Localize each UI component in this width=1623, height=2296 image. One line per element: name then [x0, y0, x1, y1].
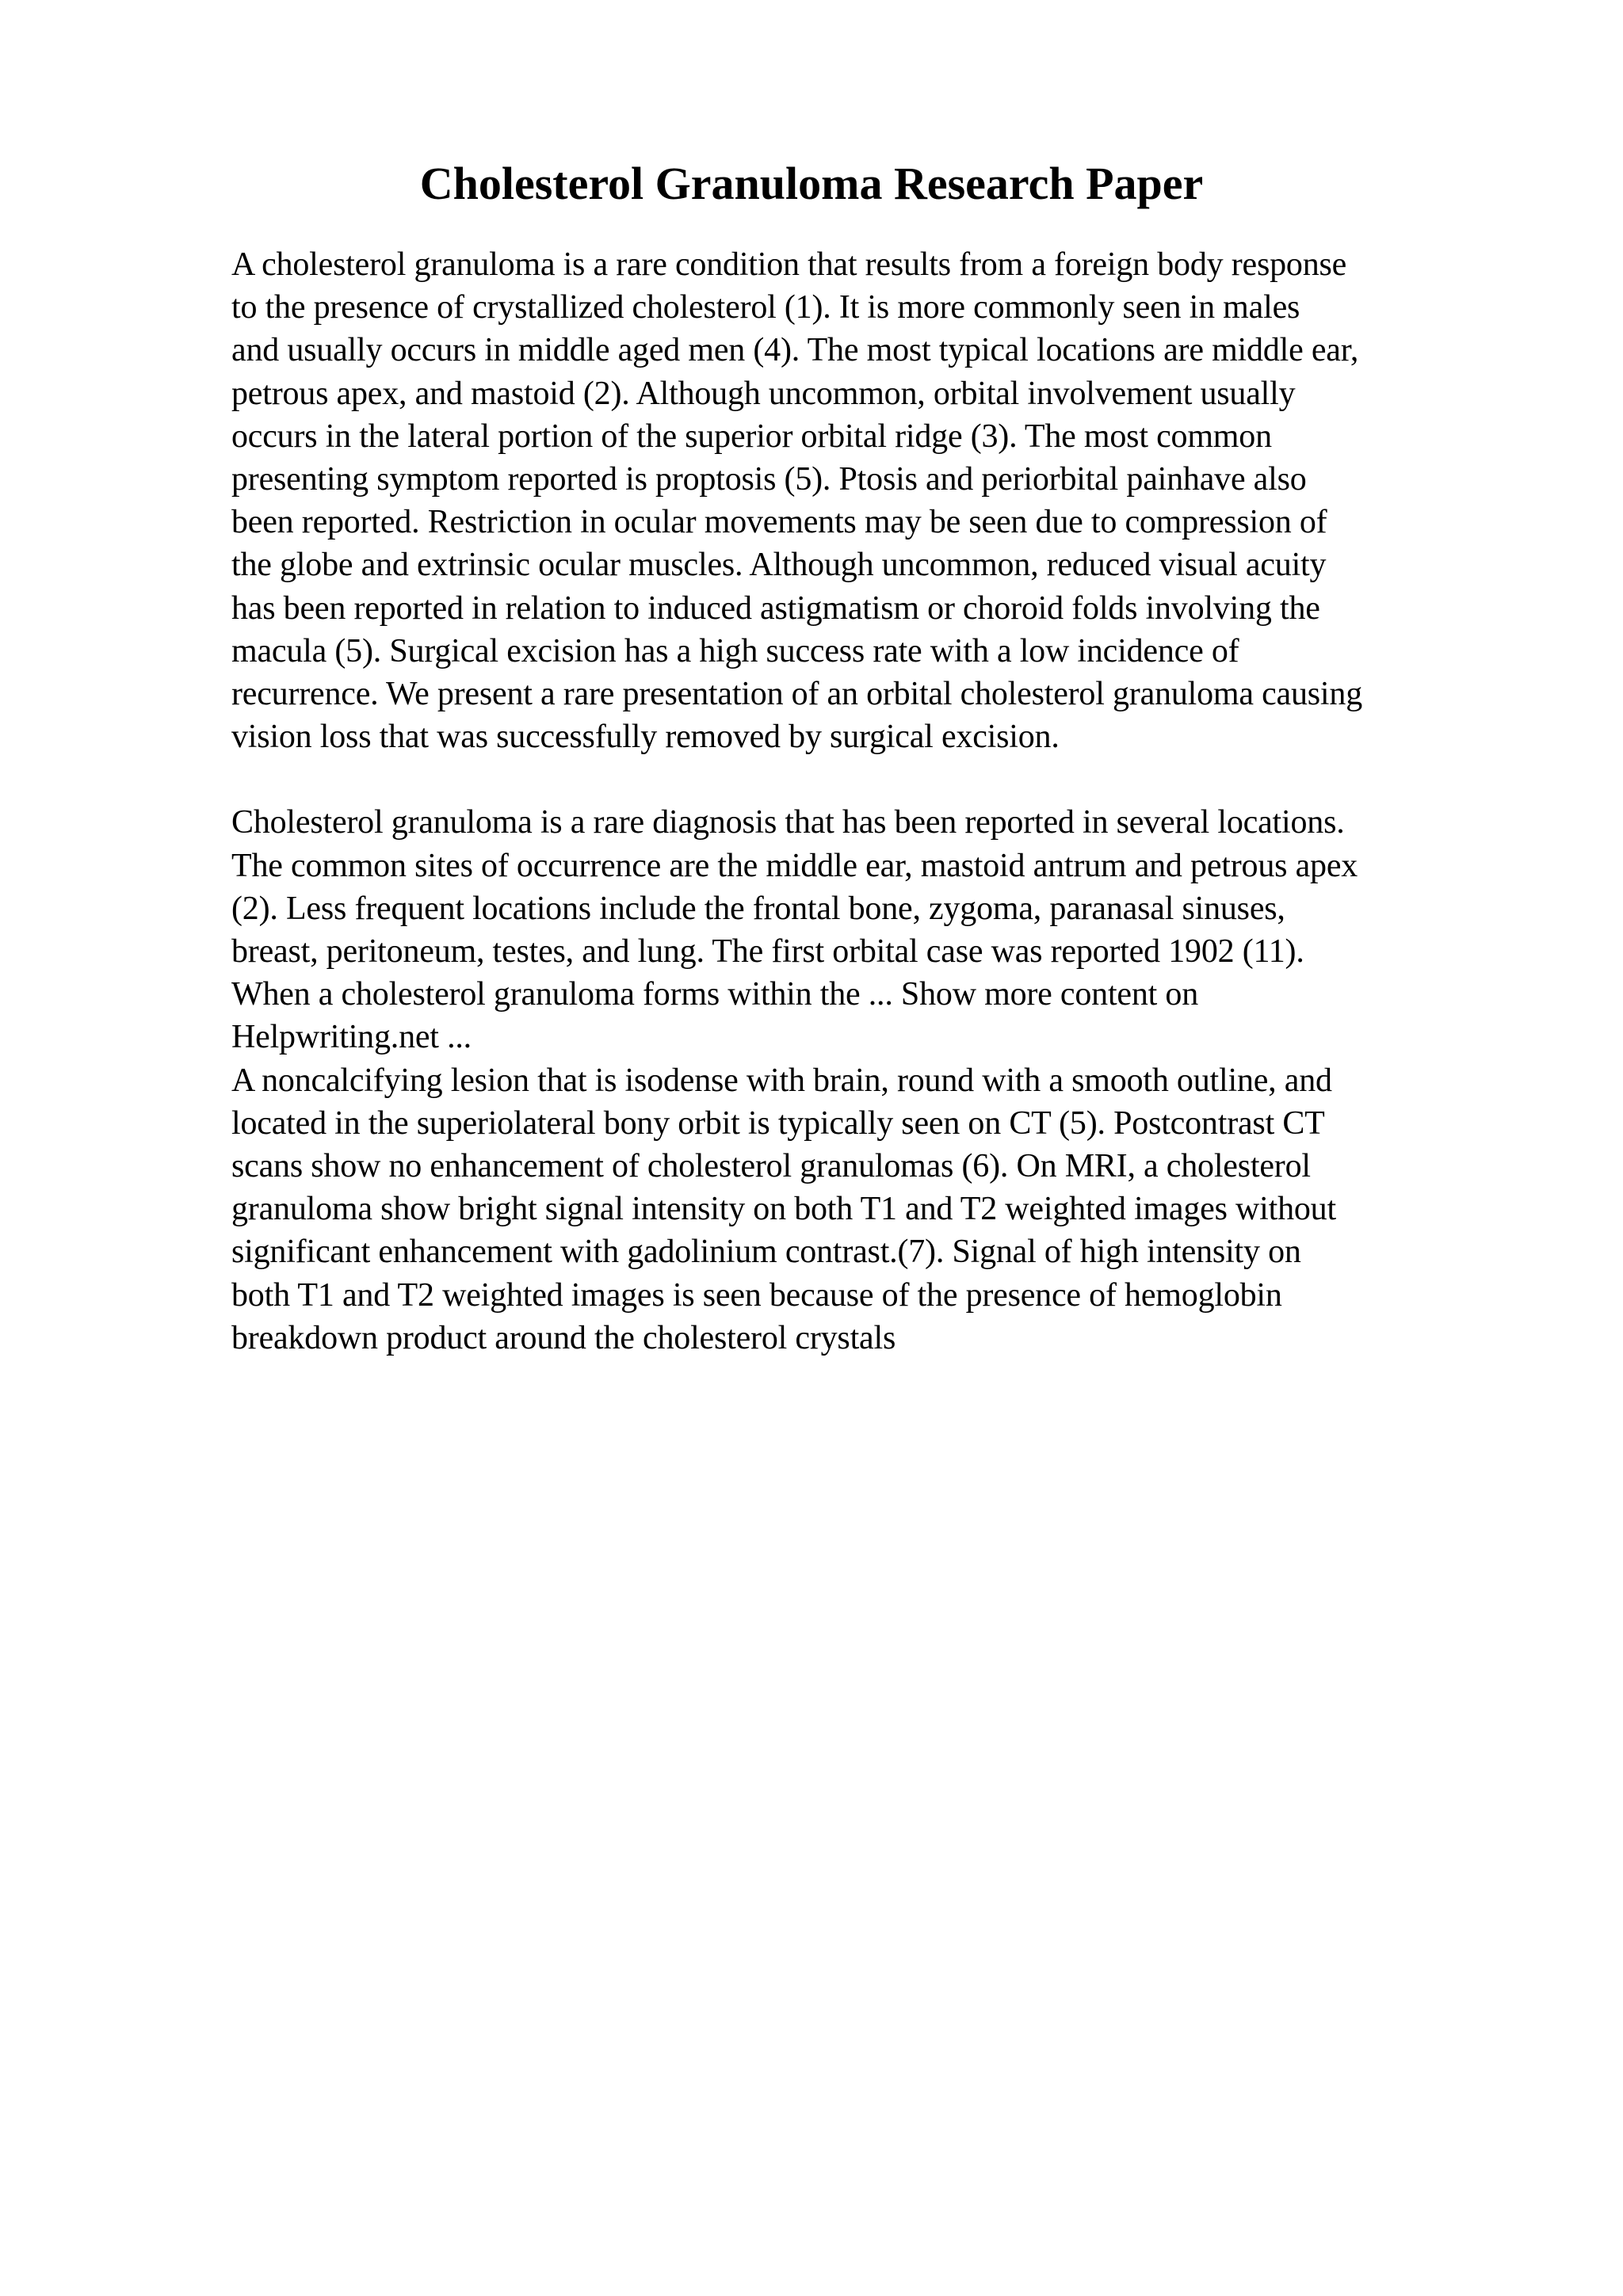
- paragraph-line: When a cholesterol granuloma forms within the ... Show more content on: [231, 976, 1199, 1013]
- paragraph-line: presenting symptom reported is proptosis (5). Ptosis and periorbital painhave also: [231, 460, 1307, 498]
- paragraph-line: to the presence of crystallized cholesterol (1). It is more commonly seen in males: [231, 289, 1300, 326]
- paragraph-line: and usually occurs in middle aged men (4). The most typical locations are middle ear,: [231, 332, 1359, 369]
- paragraph-line: has been reported in relation to induced astigmatism or choroid folds involving the: [231, 589, 1320, 627]
- paragraph-line: significant enhancement with gadolinium contrast.(7). Signal of high intensity on: [231, 1234, 1301, 1271]
- paragraph-line: scans show no enhancement of cholesterol granulomas (6). On MRI, a cholesterol: [231, 1147, 1311, 1184]
- paragraph-line: been reported. Restriction in ocular movements may be seen due to compression of: [231, 504, 1327, 541]
- paragraph-spacer: [231, 758, 1515, 801]
- paragraph-locations: [231, 801, 1515, 1058]
- paragraph-line: Helpwriting.net ...: [231, 1019, 472, 1056]
- document-title: Cholesterol Granuloma Research Paper: [419, 158, 1204, 209]
- paragraph-line: Cholesterol granuloma is a rare diagnosis that has been reported in several locations.: [231, 804, 1345, 841]
- paragraph-line: The common sites of occurrence are the middle ear, mastoid antrum and petrous apex: [231, 847, 1358, 884]
- paragraph-intro: [231, 243, 1515, 758]
- paragraph-line: both T1 and T2 weighted images is seen because of the presence of hemoglobin: [231, 1276, 1282, 1314]
- document-body: [231, 243, 1515, 1360]
- paragraph-line: A cholesterol granuloma is a rare condition that results from a foreign body response: [231, 246, 1347, 283]
- paragraph-line: occurs in the lateral portion of the superior orbital ridge (3). The most common: [231, 418, 1272, 455]
- paragraph-line: (2). Less frequent locations include the frontal bone, zygoma, paranasal sinuses,: [231, 890, 1285, 927]
- paragraph-line: A noncalcifying lesion that is isodense with brain, round with a smooth outline, and: [231, 1062, 1332, 1099]
- paragraph-line: granuloma show bright signal intensity on both T1 and T2 weighted images without: [231, 1191, 1336, 1228]
- paragraph-line: petrous apex, and mastoid (2). Although uncommon, orbital involvement usually: [231, 375, 1296, 412]
- paragraph-line: recurrence. We present a rare presentation of an orbital cholesterol granuloma causing: [231, 675, 1363, 712]
- paragraph-line: macula (5). Surgical excision has a high success rate with a low incidence of: [231, 632, 1239, 669]
- paragraph-line: breast, peritoneum, testes, and lung. The first orbital case was reported 1902 (11).: [231, 933, 1304, 970]
- paragraph-imaging: [231, 1059, 1515, 1360]
- paragraph-line: vision loss that was successfully removed by surgical excision.: [231, 719, 1060, 756]
- paragraph-line: the globe and extrinsic ocular muscles. Although uncommon, reduced visual acuity: [231, 547, 1327, 584]
- paragraph-line: located in the superiolateral bony orbit is typically seen on CT (5). Postcontrast CT: [231, 1104, 1325, 1142]
- paragraph-line: breakdown product around the cholesterol crystals: [231, 1319, 896, 1356]
